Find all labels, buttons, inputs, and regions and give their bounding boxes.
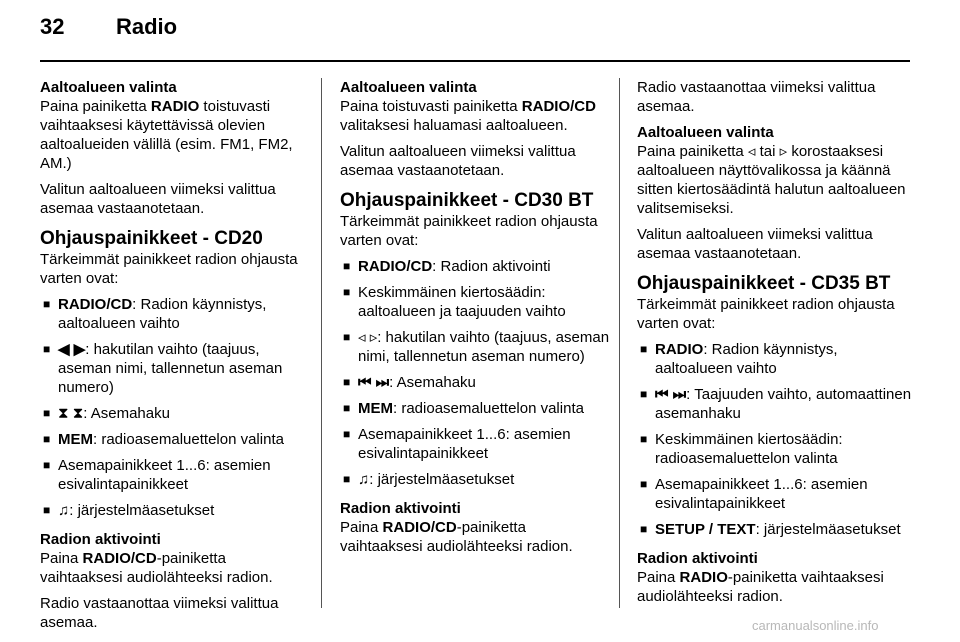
section-heading: Aaltoalueen valinta xyxy=(340,79,477,96)
paragraph: Radio vastaanottaa viimeksi valittua asemaa. xyxy=(40,595,279,631)
column-divider xyxy=(321,78,322,608)
text: Paina painiketta xyxy=(40,98,151,115)
text: valitaksesi haluamasi aaltoalueen. xyxy=(340,117,568,134)
section-heading: Radion aktivointi xyxy=(340,500,461,517)
paragraph xyxy=(340,97,610,135)
paragraph: Radio vastaanottaa viimeksi valittua asemaa. xyxy=(637,79,876,115)
button-name: RADIO/CD xyxy=(382,519,457,536)
control-description: : Asemahaku xyxy=(389,374,476,391)
control-name: ◀ ▶ xyxy=(58,341,86,358)
text: Paina xyxy=(40,550,83,567)
list-item xyxy=(340,283,610,321)
button-name: RADIO/CD xyxy=(521,98,596,115)
section-title: Ohjauspainikkeet - CD20 xyxy=(40,228,263,249)
section-heading: Aaltoalueen valinta xyxy=(40,79,177,96)
header-rule xyxy=(40,60,910,62)
control-description: Asemapainikkeet 1...6: asemien esivalintapainikkeet xyxy=(58,457,271,493)
control-description: Asemapainikkeet 1...6: asemien esivalintapainikkeet xyxy=(655,476,868,512)
intro-text: Tärkeimmät painikkeet radion ohjausta varten ovat: xyxy=(340,213,598,249)
column-1 xyxy=(40,78,310,639)
control-name: MEM xyxy=(358,400,393,417)
list-item xyxy=(40,404,310,423)
control-description: : Taajuuden vaihto, automaattinen asemanhaku xyxy=(655,386,912,422)
control-description: : hakutilan vaihto (taajuus, aseman nimi, tallennetun aseman numero) xyxy=(58,341,283,396)
list-item xyxy=(340,257,610,276)
text: -painiketta vaihtaaksesi audiolähteeksi radion. xyxy=(637,569,884,605)
intro-text: Tärkeimmät painikkeet radion ohjausta varten ovat: xyxy=(637,296,895,332)
list-item xyxy=(40,501,310,520)
watermark: carmanualsonline.info xyxy=(752,618,879,633)
paragraph: Valitun aaltoalueen viimeksi valittua asemaa vastaanotetaan. xyxy=(340,143,576,179)
control-name: RADIO/CD xyxy=(58,296,133,313)
control-description: : radioasemaluettelon valinta xyxy=(393,400,584,417)
control-description: ⧗ ⧗: Asemahaku xyxy=(58,405,170,422)
list-item xyxy=(637,430,912,468)
list-item xyxy=(340,399,610,418)
paragraph: Paina painiketta ◃ tai ▹ korostaaksesi aaltoalueen näyttövalikossa ja käännä sitten kiertosäädintä halutun aaltoalueen valitsemiseksi. xyxy=(637,143,906,217)
button-name: RADIO xyxy=(150,98,200,115)
section-heading: Radion aktivointi xyxy=(40,531,161,548)
button-name: RADIO xyxy=(679,569,728,586)
column-3 xyxy=(637,78,912,613)
control-description: : Radion käynnistys, aaltoalueen vaihto xyxy=(58,296,267,332)
control-description: ♫: järjestelmäasetukset xyxy=(58,502,215,519)
paragraph: Valitun aaltoalueen viimeksi valittua asemaa vastaanotetaan. xyxy=(637,226,873,262)
control-name: ⏮ ⏭ xyxy=(358,374,390,391)
list-item xyxy=(637,385,912,423)
control-name: RADIO xyxy=(655,341,704,358)
text: -painiketta vaihtaaksesi audiolähteeksi radion. xyxy=(340,519,573,555)
control-description: : järjestelmäasetukset xyxy=(755,521,901,538)
paragraph xyxy=(340,518,610,556)
page-title: Radio xyxy=(116,14,178,39)
control-description: ♫: järjestelmäasetukset xyxy=(358,471,515,488)
list-item xyxy=(40,456,310,494)
column-2 xyxy=(340,78,610,563)
section-title: Ohjauspainikkeet - CD30 BT xyxy=(340,190,594,211)
control-list xyxy=(340,257,610,489)
control-list xyxy=(40,295,310,520)
list-item xyxy=(40,340,310,397)
list-item xyxy=(340,470,610,489)
section-heading: Aaltoalueen valinta xyxy=(637,124,774,141)
list-item xyxy=(40,295,310,333)
control-description: : Radion aktivointi xyxy=(432,258,551,275)
column-divider xyxy=(619,78,620,608)
paragraph xyxy=(40,549,310,587)
paragraph xyxy=(40,97,310,173)
text: toistuvasti vaihtaaksesi käytettävissä olevien aaltoalueiden välillä (esim. FM1, FM2, AM.) xyxy=(40,98,293,172)
intro-text: Tärkeimmät painikkeet radion ohjausta varten ovat: xyxy=(40,251,298,287)
text: -painiketta vaihtaaksesi audiolähteeksi radion. xyxy=(40,550,273,586)
page-number: 32 xyxy=(40,14,65,39)
control-name: MEM xyxy=(58,431,93,448)
list-item xyxy=(340,373,610,392)
control-description: Keskimmäinen kiertosäädin: radioasemaluettelon valinta xyxy=(655,431,843,467)
list-item xyxy=(637,475,912,513)
control-description: : Radion käynnistys, aaltoalueen vaihto xyxy=(655,341,838,377)
paragraph: Valitun aaltoalueen viimeksi valittua asemaa vastaanotetaan. xyxy=(40,181,276,217)
control-description: ◃ ▹: hakutilan vaihto (taajuus, aseman nimi, tallennetun aseman numero) xyxy=(358,329,610,365)
control-description: Asemapainikkeet 1...6: asemien esivalintapainikkeet xyxy=(358,426,571,462)
list-item xyxy=(637,520,912,539)
control-name: SETUP / TEXT xyxy=(655,521,756,538)
control-name: RADIO/CD xyxy=(358,258,433,275)
list-item xyxy=(340,328,610,366)
control-name: ⏮ ⏭ xyxy=(655,386,687,403)
list-item xyxy=(637,340,912,378)
paragraph xyxy=(637,568,912,606)
control-description: Keskimmäinen kiertosäädin: aaltoalueen ja taajuuden vaihto xyxy=(358,284,566,320)
control-list xyxy=(637,340,912,539)
button-name: RADIO/CD xyxy=(82,550,157,567)
text: Paina xyxy=(637,569,680,586)
text: Paina toistuvasti painiketta xyxy=(340,98,522,115)
section-heading: Radion aktivointi xyxy=(637,550,758,567)
text: Paina xyxy=(340,519,383,536)
list-item xyxy=(340,425,610,463)
control-description: : radioasemaluettelon valinta xyxy=(93,431,284,448)
section-title: Ohjauspainikkeet - CD35 BT xyxy=(637,273,891,294)
list-item xyxy=(40,430,310,449)
